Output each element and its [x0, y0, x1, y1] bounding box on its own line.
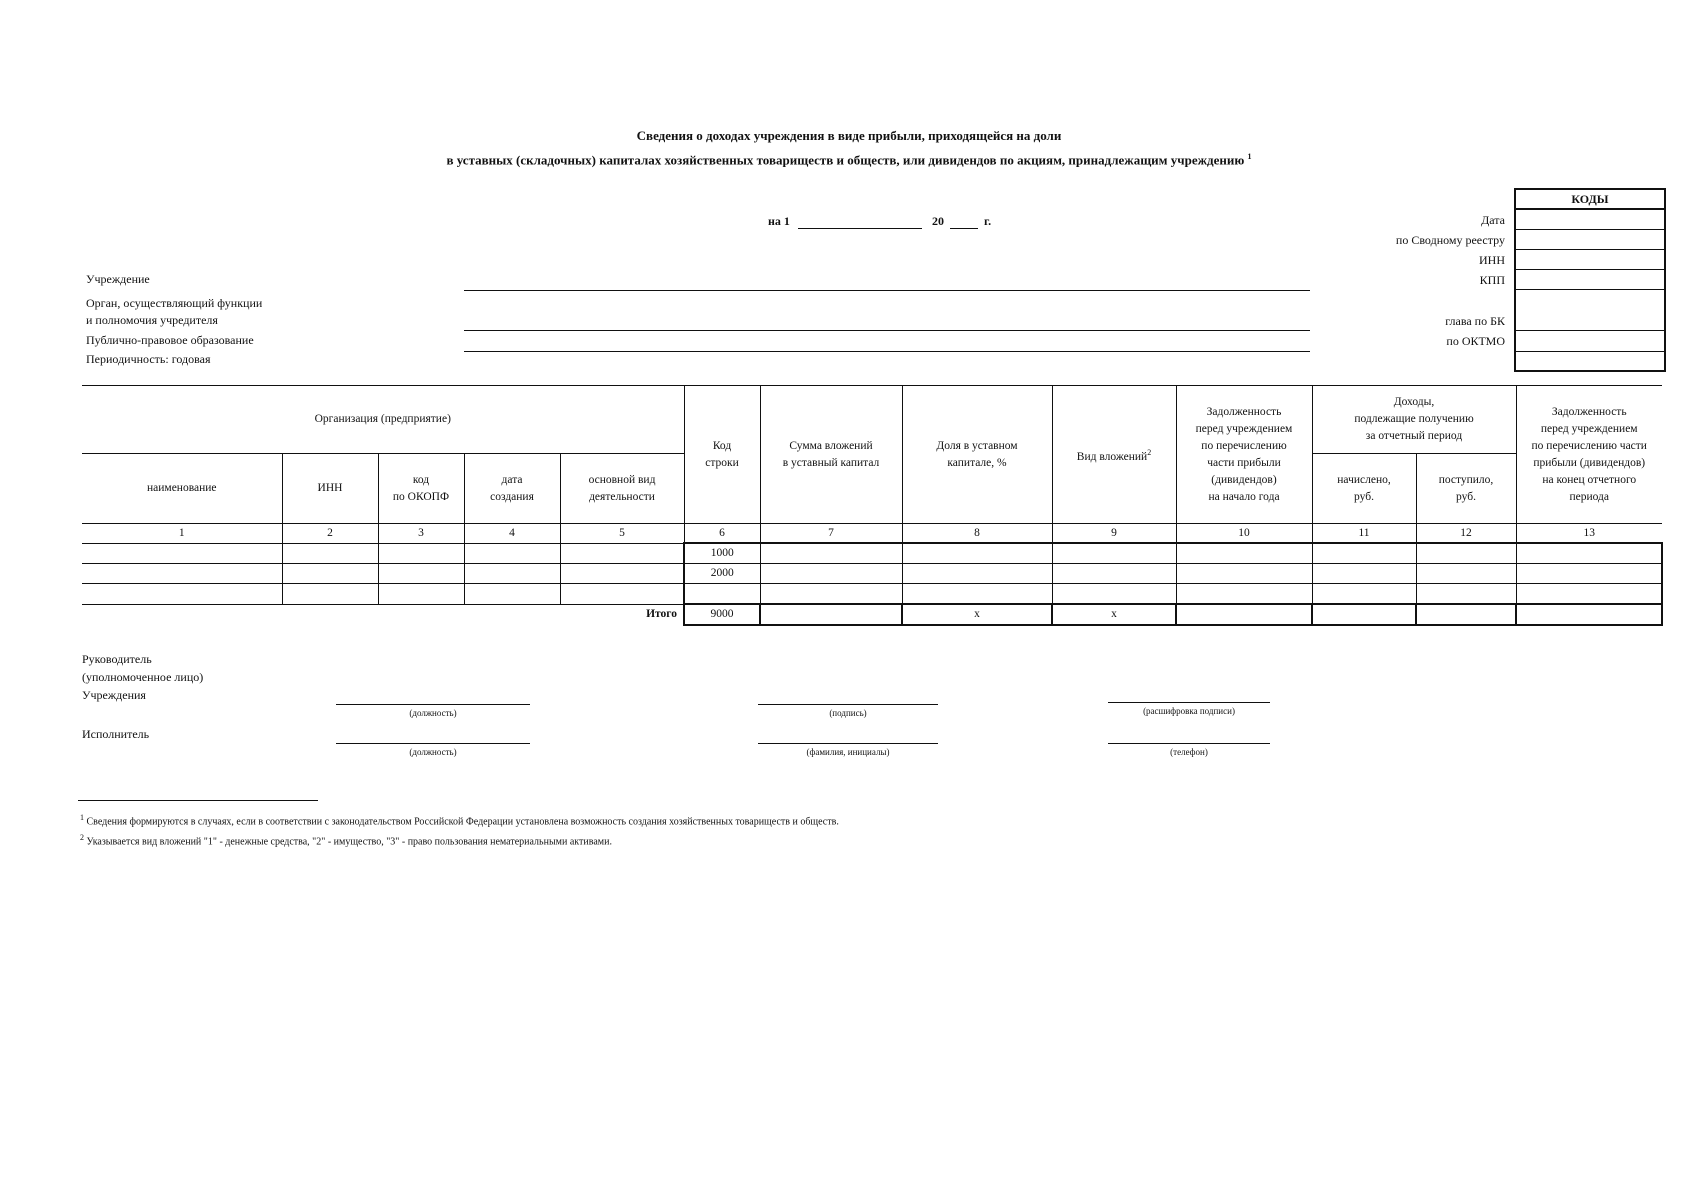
table-row	[82, 543, 1662, 564]
cell[interactable]	[282, 564, 378, 584]
footnote-1	[80, 813, 839, 827]
cell[interactable]	[902, 564, 1052, 584]
total-accrued-cell[interactable]	[1312, 604, 1416, 625]
cell[interactable]	[1052, 543, 1176, 564]
cell[interactable]	[902, 543, 1052, 564]
header-org-okopf: код по ОКОПФ	[378, 454, 464, 524]
date-day-month-field[interactable]	[798, 228, 922, 229]
cell[interactable]	[1516, 543, 1662, 564]
row-code: 1000	[684, 543, 760, 564]
cell[interactable]	[760, 564, 902, 584]
footnote-mark-1: 1	[1247, 152, 1252, 161]
label-head-line2: (уполномоченное лицо)	[82, 670, 204, 684]
header-share: Доля в уставном капитале, %	[902, 386, 1052, 524]
header-investment-sum: Сумма вложений в уставный капитал	[760, 386, 902, 524]
founder-field[interactable]	[464, 330, 1310, 331]
cell[interactable]	[1416, 584, 1516, 605]
footnote-mark-2: 2	[1147, 447, 1152, 457]
cell[interactable]	[760, 543, 902, 564]
total-type: x	[1052, 604, 1176, 625]
total-code: 9000	[684, 604, 760, 625]
cell[interactable]	[378, 584, 464, 605]
form-title-line2	[0, 152, 1698, 168]
total-sum-cell[interactable]	[760, 604, 902, 625]
code-bk-cell[interactable]	[1516, 289, 1664, 330]
caption-name: (фамилия, инициалы)	[806, 747, 890, 757]
label-head-line3: Учреждения	[82, 688, 146, 702]
codes-box	[1514, 188, 1666, 372]
income-table	[82, 385, 1663, 626]
form-title-line2-text: в уставных (складочных) капиталах хозяйственных товариществ и обществ, или дивидендов по акциям, принадлежащим учреждению	[446, 152, 1245, 168]
cell[interactable]	[1176, 584, 1312, 605]
executor-name-field[interactable]	[758, 743, 938, 744]
column-numbers-row	[82, 524, 1662, 544]
row-code	[684, 584, 760, 605]
label-founder-line2: и полномочия учредителя	[86, 313, 218, 327]
caption-position-2: (должность)	[409, 747, 457, 757]
header-debt-start: Задолженность перед учреждением по перечислению части прибыли (дивидендов) на начало года	[1176, 386, 1312, 524]
code-label-oktmo: по ОКТМО	[1446, 334, 1505, 348]
col-num: 8	[902, 524, 1052, 544]
cell[interactable]	[902, 584, 1052, 605]
label-founder-line1: Орган, осуществляющий функции	[86, 296, 263, 310]
total-received-cell[interactable]	[1416, 604, 1516, 625]
label-periodicity: Периодичность: годовая	[86, 352, 211, 366]
total-debt-end-cell[interactable]	[1516, 604, 1662, 625]
footnote-1-text: Сведения формируются в случаях, если в соответствии с законодательством Российской Федерации установлена возможность создания хозяйственных товариществ и обществ.	[86, 816, 839, 828]
code-label-kpp: КПП	[1479, 273, 1505, 287]
code-label-date: Дата	[1481, 213, 1505, 227]
head-signature-field[interactable]	[758, 704, 938, 705]
cell[interactable]	[378, 543, 464, 564]
col-num: 4	[464, 524, 560, 544]
col-num: 1	[82, 524, 282, 544]
cell[interactable]	[464, 564, 560, 584]
cell[interactable]	[1516, 564, 1662, 584]
col-num: 10	[1176, 524, 1312, 544]
code-oktmo-cell[interactable]	[1516, 330, 1664, 351]
table-row	[82, 584, 1662, 605]
table-row	[82, 564, 1662, 584]
cell[interactable]	[1052, 584, 1176, 605]
col-num: 9	[1052, 524, 1176, 544]
header-organization: Организация (предприятие)	[82, 386, 684, 454]
header-org-inn: ИНН	[282, 454, 378, 524]
cell[interactable]	[560, 564, 684, 584]
label-head-line1: Руководитель	[82, 652, 152, 666]
cell[interactable]	[1516, 584, 1662, 605]
code-label-bk: глава по БК	[1445, 314, 1505, 328]
code-periodicity-cell[interactable]	[1516, 351, 1664, 370]
cell[interactable]	[560, 584, 684, 605]
caption-phone: (телефон)	[1170, 747, 1208, 757]
cell[interactable]	[1416, 543, 1516, 564]
total-debt-start-cell[interactable]	[1176, 604, 1312, 625]
cell[interactable]	[1312, 584, 1416, 605]
date-prefix: на 1	[768, 214, 790, 228]
row-code: 2000	[684, 564, 760, 584]
footnote-2-text: Указывается вид вложений "1" - денежные средства, "2" - имущество, "3" - право пользования нематериальными активами.	[86, 836, 612, 848]
caption-decoding: (расшифровка подписи)	[1143, 706, 1235, 716]
date-year-suffix: г.	[984, 214, 992, 228]
footnote-2-mark: 2	[80, 833, 84, 842]
col-num: 13	[1516, 524, 1662, 544]
caption-position: (должность)	[409, 708, 457, 718]
footnote-1-mark: 1	[80, 813, 84, 822]
municipality-field[interactable]	[464, 351, 1310, 352]
cell[interactable]	[82, 584, 282, 605]
code-label-inn: ИНН	[1479, 253, 1505, 267]
label-municipality: Публично-правовое образование	[86, 333, 254, 347]
cell[interactable]	[464, 584, 560, 605]
cell[interactable]	[1312, 543, 1416, 564]
header-line-code: Код строки	[684, 386, 760, 524]
code-kpp-cell[interactable]	[1516, 269, 1664, 289]
label-institution: Учреждение	[86, 272, 150, 286]
code-registry-cell[interactable]	[1516, 229, 1664, 249]
header-org-name: наименование	[82, 454, 282, 524]
cell[interactable]	[1052, 564, 1176, 584]
cell[interactable]	[464, 543, 560, 564]
code-label-registry: по Сводному реестру	[1395, 233, 1505, 247]
col-num: 6	[684, 524, 760, 544]
header-org-date: дата создания	[464, 454, 560, 524]
header-org-activity: основной вид деятельности	[560, 454, 684, 524]
executor-position-field[interactable]	[336, 743, 530, 744]
header-investment-type-text: Вид вложений	[1076, 450, 1148, 463]
header-income-accrued: начислено, руб.	[1312, 454, 1416, 524]
code-date-cell[interactable]	[1516, 209, 1664, 229]
col-num: 11	[1312, 524, 1416, 544]
header-income: Доходы, подлежащие получению за отчетный период	[1312, 386, 1516, 454]
caption-signature: (подпись)	[829, 708, 867, 718]
cell[interactable]	[82, 564, 282, 584]
form-title-line1: Сведения о доходах учреждения в виде прибыли, приходящейся на доли	[636, 128, 1062, 143]
cell[interactable]	[1176, 564, 1312, 584]
cell[interactable]	[1312, 564, 1416, 584]
footnote-divider	[78, 800, 318, 801]
date-year-prefix: 20	[932, 214, 944, 228]
codes-header: КОДЫ	[1516, 190, 1664, 209]
total-row	[82, 604, 1662, 625]
cell[interactable]	[1176, 543, 1312, 564]
head-decoding-field[interactable]	[1108, 702, 1270, 703]
header-income-received: поступило, руб.	[1416, 454, 1516, 524]
cell[interactable]	[82, 543, 282, 564]
cell[interactable]	[560, 543, 684, 564]
head-position-field[interactable]	[336, 704, 530, 705]
cell[interactable]	[282, 543, 378, 564]
cell[interactable]	[1416, 564, 1516, 584]
footnote-2	[80, 833, 612, 847]
institution-field[interactable]	[464, 290, 1310, 291]
date-year-field[interactable]	[950, 228, 978, 229]
label-executor: Исполнитель	[82, 727, 150, 741]
cell[interactable]	[282, 584, 378, 605]
col-num: 12	[1416, 524, 1516, 544]
code-inn-cell[interactable]	[1516, 249, 1664, 269]
total-share: x	[902, 604, 1052, 625]
col-num: 5	[560, 524, 684, 544]
executor-phone-field[interactable]	[1108, 743, 1270, 744]
header-investment-type	[1052, 386, 1176, 524]
col-num: 2	[282, 524, 378, 544]
col-num: 7	[760, 524, 902, 544]
total-label: Итого	[646, 608, 677, 621]
cell[interactable]	[378, 564, 464, 584]
header-debt-end: Задолженность перед учреждением по перечислению части прибыли (дивидендов) на конец отчетного периода	[1516, 386, 1662, 524]
col-num: 3	[378, 524, 464, 544]
cell[interactable]	[760, 584, 902, 605]
